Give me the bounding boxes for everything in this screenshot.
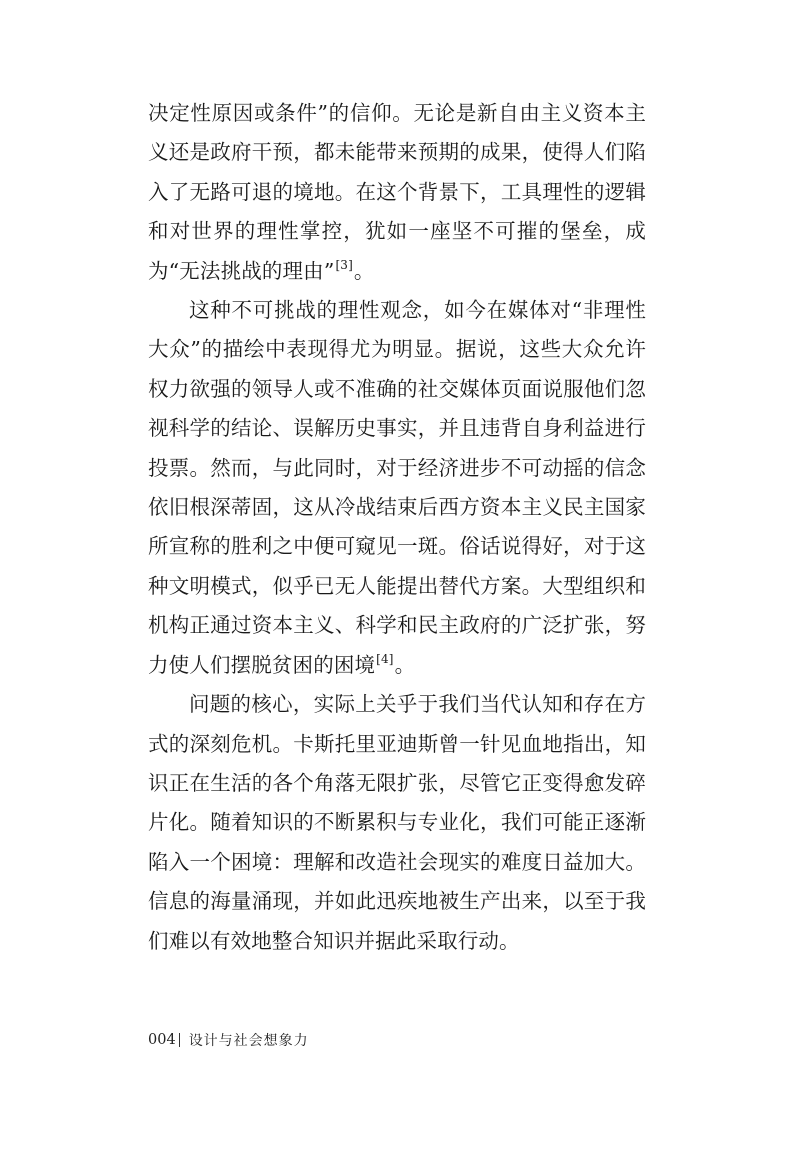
paragraph-3 (148, 685, 646, 961)
paragraph-2-text: 这种不可挑战的理性观念，如今在媒体对“非理性大众”的描绘中表现得尤为明显。据说，这些大众允许权力欲强的领导人或不准确的社交媒体页面说服他们忽视科学的结论、误解历史事实，并且违背自身利益进行投票。然而，与此同时，对于经济进步不可动摇的信念依旧根深蒂固，这从冷战结束后西方资本主义民主国家所宣称的胜利之中便可窥见一斑。俗话说得好，对于这种文明模式，似乎已无人能提出替代方案。大型组织和机构正通过资本主义、科学和民主政府的广泛扩张，努力使人们摆脱贫困的困境 (148, 298, 646, 677)
paragraph-1 (148, 94, 646, 291)
page-number: 004 (148, 1032, 176, 1048)
paragraph-1-end: 。 (353, 258, 375, 283)
paragraph-3-text: 问题的核心，实际上关乎于我们当代认知和存在方式的深刻危机。卡斯托里亚迪斯曾一针见血地指出，知识正在生活的各个角落无限扩张，尽管它正变得愈发碎片化。随着知识的不断累积与专业化，我们可能正逐渐陷入一个困境：理解和改造社会现实的难度日益加大。信息的海量涌现，并如此迅疾地被生产出来，以至于我们难以有效地整合知识并据此采取行动。 (148, 692, 646, 953)
paragraph-2 (148, 291, 646, 685)
footnote-ref-4[interactable]: [4] (376, 651, 394, 666)
body-text (148, 94, 646, 961)
running-title: 设计与社会想象力 (188, 1033, 309, 1049)
page-footer (148, 1028, 309, 1052)
footnote-ref-3[interactable]: [3] (335, 257, 353, 272)
paragraph-2-end: 。 (394, 652, 416, 677)
footer-divider (179, 1033, 180, 1047)
paragraph-1-text: 决定性原因或条件”的信仰。无论是新自由主义资本主义还是政府干预，都未能带来预期的成果，使得人们陷入了无路可退的境地。在这个背景下，工具理性的逻辑和对世界的理性掌控，犹如一座坚不可摧的堡垒，成为“无法挑战的理由” (148, 101, 646, 283)
